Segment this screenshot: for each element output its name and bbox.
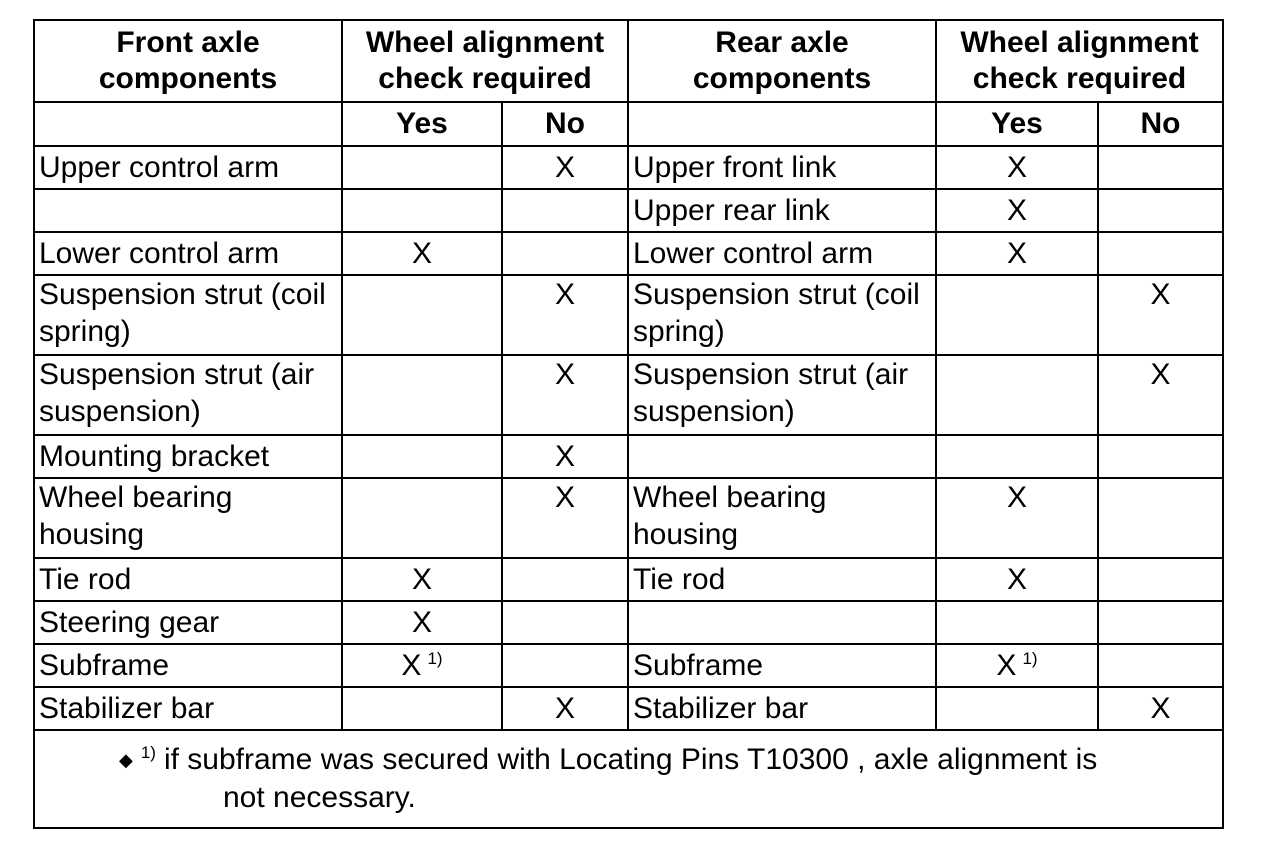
table-row xyxy=(34,478,1223,558)
rear-yes-cell-text: X xyxy=(996,649,1017,682)
front-check-header: Wheel alignment check required xyxy=(342,20,628,102)
front-no-cell xyxy=(502,275,628,355)
rear-yes-cell-text: X xyxy=(1006,563,1027,596)
rear-yes-cell-text: X xyxy=(1006,237,1027,270)
front-yes-cell xyxy=(342,232,502,275)
footnote-line-2: not necessary. xyxy=(223,781,416,814)
rear-yes-cell-text: X xyxy=(1006,194,1027,227)
front-component-cell xyxy=(34,687,342,730)
rear-no-cell xyxy=(1098,232,1223,275)
rear-no-cell xyxy=(1098,435,1223,478)
front-yes-cell-text: X xyxy=(411,606,432,639)
front-component-cell-text: Tie rod xyxy=(39,563,132,596)
table-row xyxy=(34,435,1223,478)
front-no-cell xyxy=(502,146,628,189)
rear-component-cell-text: Upper rear link xyxy=(633,194,830,227)
table-row xyxy=(34,275,1223,355)
footnote-ref: 1) xyxy=(140,743,156,762)
rear-component-cell xyxy=(628,644,936,687)
rear-component-cell-text: Lower control arm xyxy=(633,237,874,270)
front-component-cell-text: Subframe xyxy=(39,649,170,682)
rear-no-cell xyxy=(1098,558,1223,601)
rear-check-header: Wheel alignment check required xyxy=(936,20,1223,102)
front-component-cell-text: Mounting bracket xyxy=(39,440,270,473)
front-component-cell xyxy=(34,601,342,644)
front-component-cell-text: Upper control arm xyxy=(39,151,280,184)
rear-component-cell xyxy=(628,687,936,730)
rear-yes-cell xyxy=(936,232,1098,275)
front-component-cell xyxy=(34,275,342,355)
table-row xyxy=(34,644,1223,687)
front-axle-header: Front axle components xyxy=(34,20,342,102)
front-component-cell xyxy=(34,644,342,687)
rear-no-cell xyxy=(1098,275,1223,355)
front-yes-cell xyxy=(342,644,502,687)
table-row xyxy=(34,232,1223,275)
rear-yes-cell xyxy=(936,644,1098,687)
rear-yes-cell xyxy=(936,601,1098,644)
front-component-cell xyxy=(34,558,342,601)
rear-yes-cell xyxy=(936,189,1098,232)
front-yes-cell-text: X xyxy=(411,563,432,596)
rear-yes-header: Yes xyxy=(936,102,1098,146)
rear-component-cell-text: Subframe xyxy=(633,649,764,682)
front-no-cell xyxy=(502,232,628,275)
blank-header-cell xyxy=(34,102,342,146)
front-component-cell-text: Lower control arm xyxy=(39,237,280,270)
front-no-cell-text: X xyxy=(554,358,575,391)
header-row xyxy=(34,20,1223,102)
table-row xyxy=(34,355,1223,435)
rear-component-cell xyxy=(628,558,936,601)
table-row xyxy=(34,146,1223,189)
rear-no-cell xyxy=(1098,687,1223,730)
front-no-cell-text: X xyxy=(554,151,575,184)
front-component-cell xyxy=(34,146,342,189)
front-component-cell-text: Suspension strut (air suspension) xyxy=(39,358,315,428)
rear-component-cell-text: Wheel bearing housing xyxy=(633,481,827,551)
rear-component-cell xyxy=(628,435,936,478)
front-component-cell-text: Wheel bearing housing xyxy=(39,481,233,551)
rear-no-cell-text: X xyxy=(1150,692,1171,725)
front-no-cell-text: X xyxy=(554,278,575,311)
footnote-marker: 1) xyxy=(427,649,443,668)
front-component-cell-text: Stabilizer bar xyxy=(39,692,215,725)
rear-no-header: No xyxy=(1098,102,1223,146)
diamond-bullet-icon: ◆ xyxy=(119,750,133,770)
front-yes-cell xyxy=(342,601,502,644)
wheel-alignment-table xyxy=(33,19,1224,829)
rear-component-cell xyxy=(628,355,936,435)
rear-no-cell xyxy=(1098,146,1223,189)
front-component-cell xyxy=(34,232,342,275)
front-component-cell xyxy=(34,435,342,478)
rear-yes-cell xyxy=(936,435,1098,478)
front-component-cell xyxy=(34,355,342,435)
rear-component-cell xyxy=(628,275,936,355)
table-row xyxy=(34,558,1223,601)
front-no-cell xyxy=(502,478,628,558)
front-yes-header: Yes xyxy=(342,102,502,146)
front-no-cell-text: X xyxy=(554,692,575,725)
rear-yes-cell-text: X xyxy=(1006,481,1027,514)
front-yes-cell xyxy=(342,189,502,232)
rear-component-cell xyxy=(628,189,936,232)
rear-component-cell xyxy=(628,601,936,644)
front-yes-cell xyxy=(342,478,502,558)
rear-component-cell-text: Stabilizer bar xyxy=(633,692,809,725)
front-yes-cell xyxy=(342,275,502,355)
front-yes-cell xyxy=(342,558,502,601)
blank-header-cell xyxy=(628,102,936,146)
front-yes-cell xyxy=(342,146,502,189)
rear-yes-cell xyxy=(936,478,1098,558)
footnote-line-1: if subframe was secured with Locating Pins T10300 , axle alignment is xyxy=(163,743,1098,776)
rear-yes-cell-text: X xyxy=(1006,151,1027,184)
table-row xyxy=(34,601,1223,644)
front-component-cell-text: Steering gear xyxy=(39,606,220,639)
rear-no-cell xyxy=(1098,601,1223,644)
front-no-cell xyxy=(502,355,628,435)
front-yes-cell-text: X xyxy=(411,237,432,270)
front-component-cell xyxy=(34,478,342,558)
rear-yes-cell xyxy=(936,146,1098,189)
front-no-header: No xyxy=(502,102,628,146)
front-no-cell xyxy=(502,189,628,232)
front-no-cell xyxy=(502,601,628,644)
front-no-cell-text: X xyxy=(554,440,575,473)
front-yes-cell xyxy=(342,435,502,478)
rear-yes-cell xyxy=(936,355,1098,435)
rear-component-cell-text: Suspension strut (coil spring) xyxy=(633,278,920,348)
front-component-cell-text: Suspension strut (coil spring) xyxy=(39,278,326,348)
rear-no-cell-text: X xyxy=(1150,358,1171,391)
table-row xyxy=(34,189,1223,232)
rear-component-cell-text: Tie rod xyxy=(633,563,726,596)
rear-no-cell xyxy=(1098,478,1223,558)
rear-no-cell-text: X xyxy=(1150,278,1171,311)
rear-yes-cell xyxy=(936,275,1098,355)
rear-component-cell xyxy=(628,478,936,558)
footnote-cell xyxy=(34,730,1223,828)
rear-no-cell xyxy=(1098,355,1223,435)
front-yes-cell-text: X xyxy=(401,649,422,682)
front-component-cell xyxy=(34,189,342,232)
front-no-cell xyxy=(502,558,628,601)
front-yes-cell xyxy=(342,687,502,730)
front-no-cell xyxy=(502,435,628,478)
front-no-cell xyxy=(502,644,628,687)
rear-axle-header: Rear axle components xyxy=(628,20,936,102)
front-yes-cell xyxy=(342,355,502,435)
footnote-marker: 1) xyxy=(1022,649,1038,668)
subheader-row xyxy=(34,102,1223,146)
rear-component-cell xyxy=(628,146,936,189)
footnote-row xyxy=(34,730,1223,828)
table-row xyxy=(34,687,1223,730)
rear-yes-cell xyxy=(936,558,1098,601)
rear-no-cell xyxy=(1098,189,1223,232)
rear-no-cell xyxy=(1098,644,1223,687)
rear-yes-cell xyxy=(936,687,1098,730)
front-no-cell-text: X xyxy=(554,481,575,514)
rear-component-cell-text: Suspension strut (air suspension) xyxy=(633,358,909,428)
rear-component-cell-text: Upper front link xyxy=(633,151,837,184)
rear-component-cell xyxy=(628,232,936,275)
front-no-cell xyxy=(502,687,628,730)
